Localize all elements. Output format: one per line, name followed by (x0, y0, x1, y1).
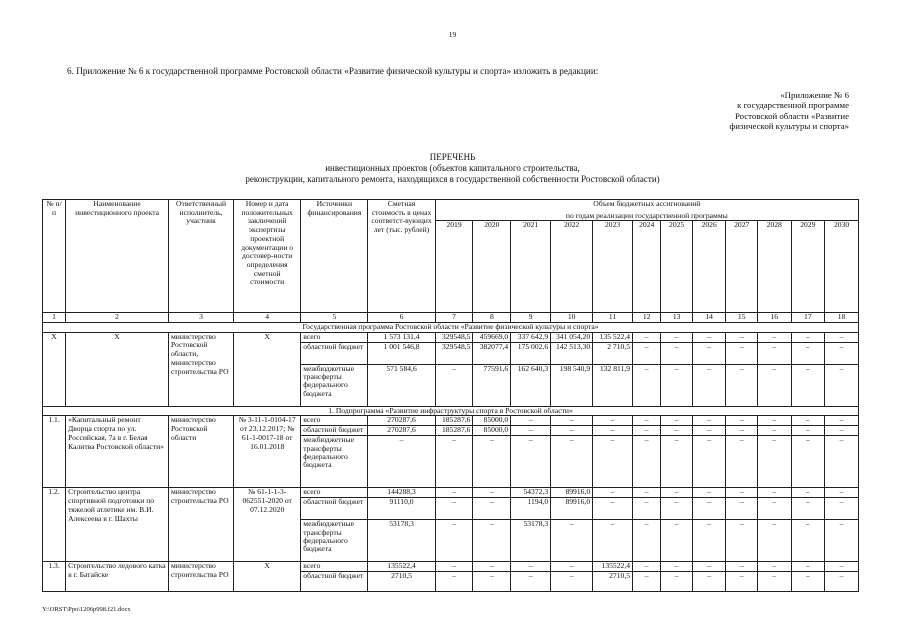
year-header: 2024 (633, 221, 661, 313)
project-name: Строительство ледового катка в г. Батайске (66, 562, 169, 592)
year-amount: – (661, 342, 693, 364)
year-amount: – (435, 436, 473, 488)
year-amount: – (593, 436, 633, 488)
funding-source: областной бюджет (301, 572, 368, 592)
year-amount: – (757, 572, 791, 592)
year-amount: 459669,0 (473, 332, 511, 342)
col-header-years-group: Объем бюджетных ассигнований (435, 200, 858, 212)
estimated-cost: 270287,6 (368, 416, 435, 426)
year-amount: – (435, 572, 473, 592)
funding-source: всего (301, 332, 368, 342)
year-amount: – (692, 436, 726, 488)
column-number: 5 (301, 313, 368, 323)
year-amount: – (757, 364, 791, 406)
year-amount: – (633, 572, 661, 592)
funding-source: всего (301, 488, 368, 498)
year-amount: 185287,6 (435, 416, 473, 426)
year-header: 2020 (473, 221, 511, 313)
column-number: 14 (692, 313, 726, 323)
year-amount: – (791, 520, 825, 562)
year-amount: – (661, 520, 693, 562)
year-amount: – (511, 436, 551, 488)
column-number: 16 (757, 313, 791, 323)
responsible-executor: министерство строительства РО (168, 488, 233, 562)
annex-line: Ростовской области «Развитие (734, 110, 849, 121)
year-amount: 85000,0 (473, 416, 511, 426)
estimated-cost: 1 573 131,4 (368, 332, 435, 342)
year-header: 2019 (435, 221, 473, 313)
year-amount: 89916,0 (551, 488, 593, 498)
year-amount: – (593, 498, 633, 520)
year-amount: – (791, 342, 825, 364)
responsible-executor: министерство Ростовской области, министерство строительства РО (168, 332, 233, 406)
estimated-cost: 270287,6 (368, 426, 435, 436)
year-amount: – (633, 342, 661, 364)
year-amount: 1194,0 (511, 498, 551, 520)
year-amount: – (825, 364, 859, 406)
year-amount: 142 513,30 (551, 342, 593, 364)
expertise-conclusion: № 3-11-1-0104-17 от 23.12.2017; № 61-1-0017-18 от 16.01.2018 (234, 416, 301, 488)
year-header: 2021 (511, 221, 551, 313)
year-header: 2022 (551, 221, 593, 313)
funding-source: межбюджетные трансферты федерального бюджета (301, 364, 368, 406)
year-header: 2026 (692, 221, 726, 313)
funding-source: областной бюджет (301, 498, 368, 520)
annex-line: «Приложение № 6 (780, 90, 849, 100)
year-amount: – (511, 572, 551, 592)
estimated-cost: 2710,5 (368, 572, 435, 592)
year-amount: – (633, 364, 661, 406)
year-amount: 382077,4 (473, 342, 511, 364)
year-amount: – (726, 426, 758, 436)
year-amount: – (791, 332, 825, 342)
year-amount: – (757, 416, 791, 426)
col-header-name: Наименование инвестиционного проекта (66, 200, 169, 313)
col-header-src: Источники финансирования (301, 200, 368, 313)
year-amount: – (661, 572, 693, 592)
year-amount: – (551, 520, 593, 562)
year-amount: – (473, 498, 511, 520)
year-header: 2030 (825, 221, 859, 313)
year-header: 2029 (791, 221, 825, 313)
column-number: 11 (593, 313, 633, 323)
subprogram-row-label: 1. Подпрограмма «Развитие инфраструктуры спорта в Ростовской области» (43, 406, 859, 416)
estimated-cost: 571 584,6 (368, 364, 435, 406)
estimated-cost: 144288,3 (368, 488, 435, 498)
estimated-cost: 1 001 546,8 (368, 342, 435, 364)
year-amount: – (661, 562, 693, 572)
column-number: 17 (791, 313, 825, 323)
year-amount: – (825, 572, 859, 592)
year-amount: – (825, 520, 859, 562)
funding-source: всего (301, 416, 368, 426)
year-amount: – (435, 364, 473, 406)
year-amount: 53178,3 (511, 520, 551, 562)
year-amount: – (633, 488, 661, 498)
year-amount: – (593, 488, 633, 498)
year-amount: – (825, 488, 859, 498)
year-amount: – (661, 498, 693, 520)
intro-paragraph: 6. Приложение № 6 к государственной программе Ростовской области «Развитие физической культуры и спорта» изложить в редакции: (67, 66, 599, 76)
funding-source: областной бюджет (301, 342, 368, 364)
year-amount: – (825, 436, 859, 488)
year-amount: – (757, 498, 791, 520)
year-amount: – (633, 498, 661, 520)
annex-caption (730, 90, 850, 132)
expertise-conclusion: Х (234, 332, 301, 406)
row-number: Х (43, 332, 66, 406)
page-number: 19 (448, 30, 457, 39)
year-amount: – (435, 520, 473, 562)
table-row (43, 332, 859, 342)
year-amount: 337 642,9 (511, 332, 551, 342)
year-amount: – (757, 332, 791, 342)
year-amount: 2710,5 (593, 572, 633, 592)
heading-line: инвестиционных проектов (объектов капитального строительства, (325, 162, 580, 173)
year-amount: – (791, 498, 825, 520)
year-amount: – (593, 416, 633, 426)
year-amount: – (791, 436, 825, 488)
year-amount: – (692, 520, 726, 562)
year-header: 2025 (661, 221, 693, 313)
year-amount: – (757, 426, 791, 436)
year-amount: – (551, 562, 593, 572)
year-amount: 185287,6 (435, 426, 473, 436)
year-amount: – (726, 488, 758, 498)
year-amount: – (633, 332, 661, 342)
year-amount: – (511, 562, 551, 572)
year-amount: 329548,5 (435, 332, 473, 342)
column-number: 10 (551, 313, 593, 323)
year-amount: – (633, 562, 661, 572)
year-amount: – (757, 562, 791, 572)
year-amount: – (593, 520, 633, 562)
year-amount: – (661, 488, 693, 498)
project-name: Строительство центра спортивной подготовки по тяжелой атлетике им. В.И. Алексеева в г. Шахты (66, 488, 169, 562)
year-amount: – (825, 416, 859, 426)
year-amount: – (791, 426, 825, 436)
year-amount: – (661, 332, 693, 342)
year-amount: – (435, 562, 473, 572)
column-number: 12 (633, 313, 661, 323)
table-row (43, 562, 859, 572)
table-row (43, 488, 859, 498)
year-amount: – (511, 426, 551, 436)
year-amount: – (435, 498, 473, 520)
project-name: Х (66, 332, 169, 406)
row-number: 1.1. (43, 416, 66, 488)
program-row (43, 322, 859, 332)
table-row (43, 416, 859, 426)
year-amount: – (726, 436, 758, 488)
year-amount: – (473, 520, 511, 562)
year-amount: – (511, 416, 551, 426)
heading-title: ПЕРЕЧЕНЬ (429, 152, 476, 162)
year-amount: – (791, 562, 825, 572)
year-amount: – (633, 520, 661, 562)
row-number: 1.2. (43, 488, 66, 562)
year-amount: – (551, 436, 593, 488)
year-amount: – (633, 416, 661, 426)
column-number: 7 (435, 313, 473, 323)
column-number: 6 (368, 313, 435, 323)
year-header: 2028 (757, 221, 791, 313)
year-amount: 329548,5 (435, 342, 473, 364)
year-header: 2027 (726, 221, 758, 313)
funding-source: областной бюджет (301, 426, 368, 436)
column-number: 4 (234, 313, 301, 323)
year-amount: 89916,0 (551, 498, 593, 520)
year-amount: – (473, 488, 511, 498)
funding-source: межбюджетные трансферты федерального бюджета (301, 436, 368, 488)
estimated-cost: – (368, 436, 435, 488)
column-number: 13 (661, 313, 693, 323)
year-amount: – (825, 342, 859, 364)
year-amount: – (661, 364, 693, 406)
year-amount: – (661, 416, 693, 426)
year-amount: – (757, 342, 791, 364)
funding-source: всего (301, 562, 368, 572)
project-name: «Капитальный ремонт Дворца спорта по ул. Российская, 7а в г. Белая Калитва Ростовской области» (66, 416, 169, 488)
year-amount: 135 522,4 (593, 332, 633, 342)
year-amount: 175 002,6 (511, 342, 551, 364)
year-amount: – (473, 562, 511, 572)
year-header: 2023 (593, 221, 633, 313)
year-amount: – (661, 436, 693, 488)
column-number: 1 (43, 313, 66, 323)
year-amount: – (551, 426, 593, 436)
year-amount: – (757, 520, 791, 562)
program-row-label: Государственная программа Ростовской области «Развитие физической культуры и спорта» (43, 322, 859, 332)
responsible-executor: министерство строительства РО (168, 562, 233, 592)
year-amount: – (692, 426, 726, 436)
year-amount: – (551, 572, 593, 592)
year-amount: – (726, 416, 758, 426)
year-amount: – (825, 562, 859, 572)
year-amount: – (825, 426, 859, 436)
heading-line: реконструкции, капитального ремонта, находящихся в государственной собственности Ростовской области) (245, 173, 660, 184)
col-header-doc: Номер и дата положительных заключений экспертизы проектной документации о достовер-ности определения сметной стоимости (234, 200, 301, 313)
year-amount: – (473, 572, 511, 592)
year-amount: – (791, 364, 825, 406)
estimated-cost: 53178,3 (368, 520, 435, 562)
year-amount: 85000,0 (473, 426, 511, 436)
year-amount: – (692, 488, 726, 498)
year-amount: 135522,4 (593, 562, 633, 572)
year-amount: 132 811,9 (593, 364, 633, 406)
year-amount: – (757, 436, 791, 488)
column-number: 15 (726, 313, 758, 323)
file-path-footer: Y:\ORST\Ppo\1206p998.f21.docx (42, 606, 131, 613)
year-amount: – (726, 498, 758, 520)
year-amount: – (435, 488, 473, 498)
estimated-cost: 135522,4 (368, 562, 435, 572)
row-number: 1.3. (43, 562, 66, 592)
col-header-years-subgroup: по годам реализации государственной программы (435, 212, 858, 221)
year-amount: – (692, 498, 726, 520)
year-amount: – (726, 562, 758, 572)
subprogram-row (43, 406, 859, 416)
year-amount: 2 710,5 (593, 342, 633, 364)
column-number: 9 (511, 313, 551, 323)
column-number: 3 (168, 313, 233, 323)
col-header-cost: Сметная стоимость в ценах соответст-вующих лет (тыс. рублей) (368, 200, 435, 313)
funding-source: межбюджетные трансферты федерального бюджета (301, 520, 368, 562)
year-amount: – (791, 488, 825, 498)
document-heading (0, 152, 905, 185)
year-amount: – (692, 364, 726, 406)
column-number: 18 (825, 313, 859, 323)
year-amount: – (633, 426, 661, 436)
year-amount: – (473, 436, 511, 488)
year-amount: – (692, 332, 726, 342)
expertise-conclusion: Х (234, 562, 301, 592)
year-amount: – (551, 416, 593, 426)
year-amount: – (692, 572, 726, 592)
year-amount: – (692, 342, 726, 364)
year-amount: – (593, 426, 633, 436)
column-number: 8 (473, 313, 511, 323)
year-amount: – (726, 332, 758, 342)
year-amount: – (726, 342, 758, 364)
year-amount: – (692, 416, 726, 426)
column-number: 2 (66, 313, 169, 323)
year-amount: – (726, 364, 758, 406)
col-header-resp: Ответственный исполнитель, участник (168, 200, 233, 313)
year-amount: – (726, 572, 758, 592)
annex-line: физической культуры и спорта» (729, 121, 849, 132)
estimated-cost: 91110,0 (368, 498, 435, 520)
year-amount: 54372,3 (511, 488, 551, 498)
year-amount: 162 640,3 (511, 364, 551, 406)
year-amount: – (825, 332, 859, 342)
year-amount: 77591,6 (473, 364, 511, 406)
year-amount: – (791, 416, 825, 426)
year-amount: – (661, 426, 693, 436)
year-amount: – (791, 572, 825, 592)
year-amount: – (633, 436, 661, 488)
year-amount: 198 540,9 (551, 364, 593, 406)
col-header-num: № п/п (43, 200, 66, 313)
year-amount: – (726, 520, 758, 562)
expertise-conclusion: № 61-1-1-3-062551-2020 от 07.12.2020 (234, 488, 301, 562)
year-amount: – (692, 562, 726, 572)
year-amount: – (825, 498, 859, 520)
projects-table (42, 199, 859, 592)
year-amount: – (757, 488, 791, 498)
annex-line: к государственной программе (737, 100, 849, 111)
responsible-executor: министерство Ростовской области (168, 416, 233, 488)
year-amount: 341 054,20 (551, 332, 593, 342)
